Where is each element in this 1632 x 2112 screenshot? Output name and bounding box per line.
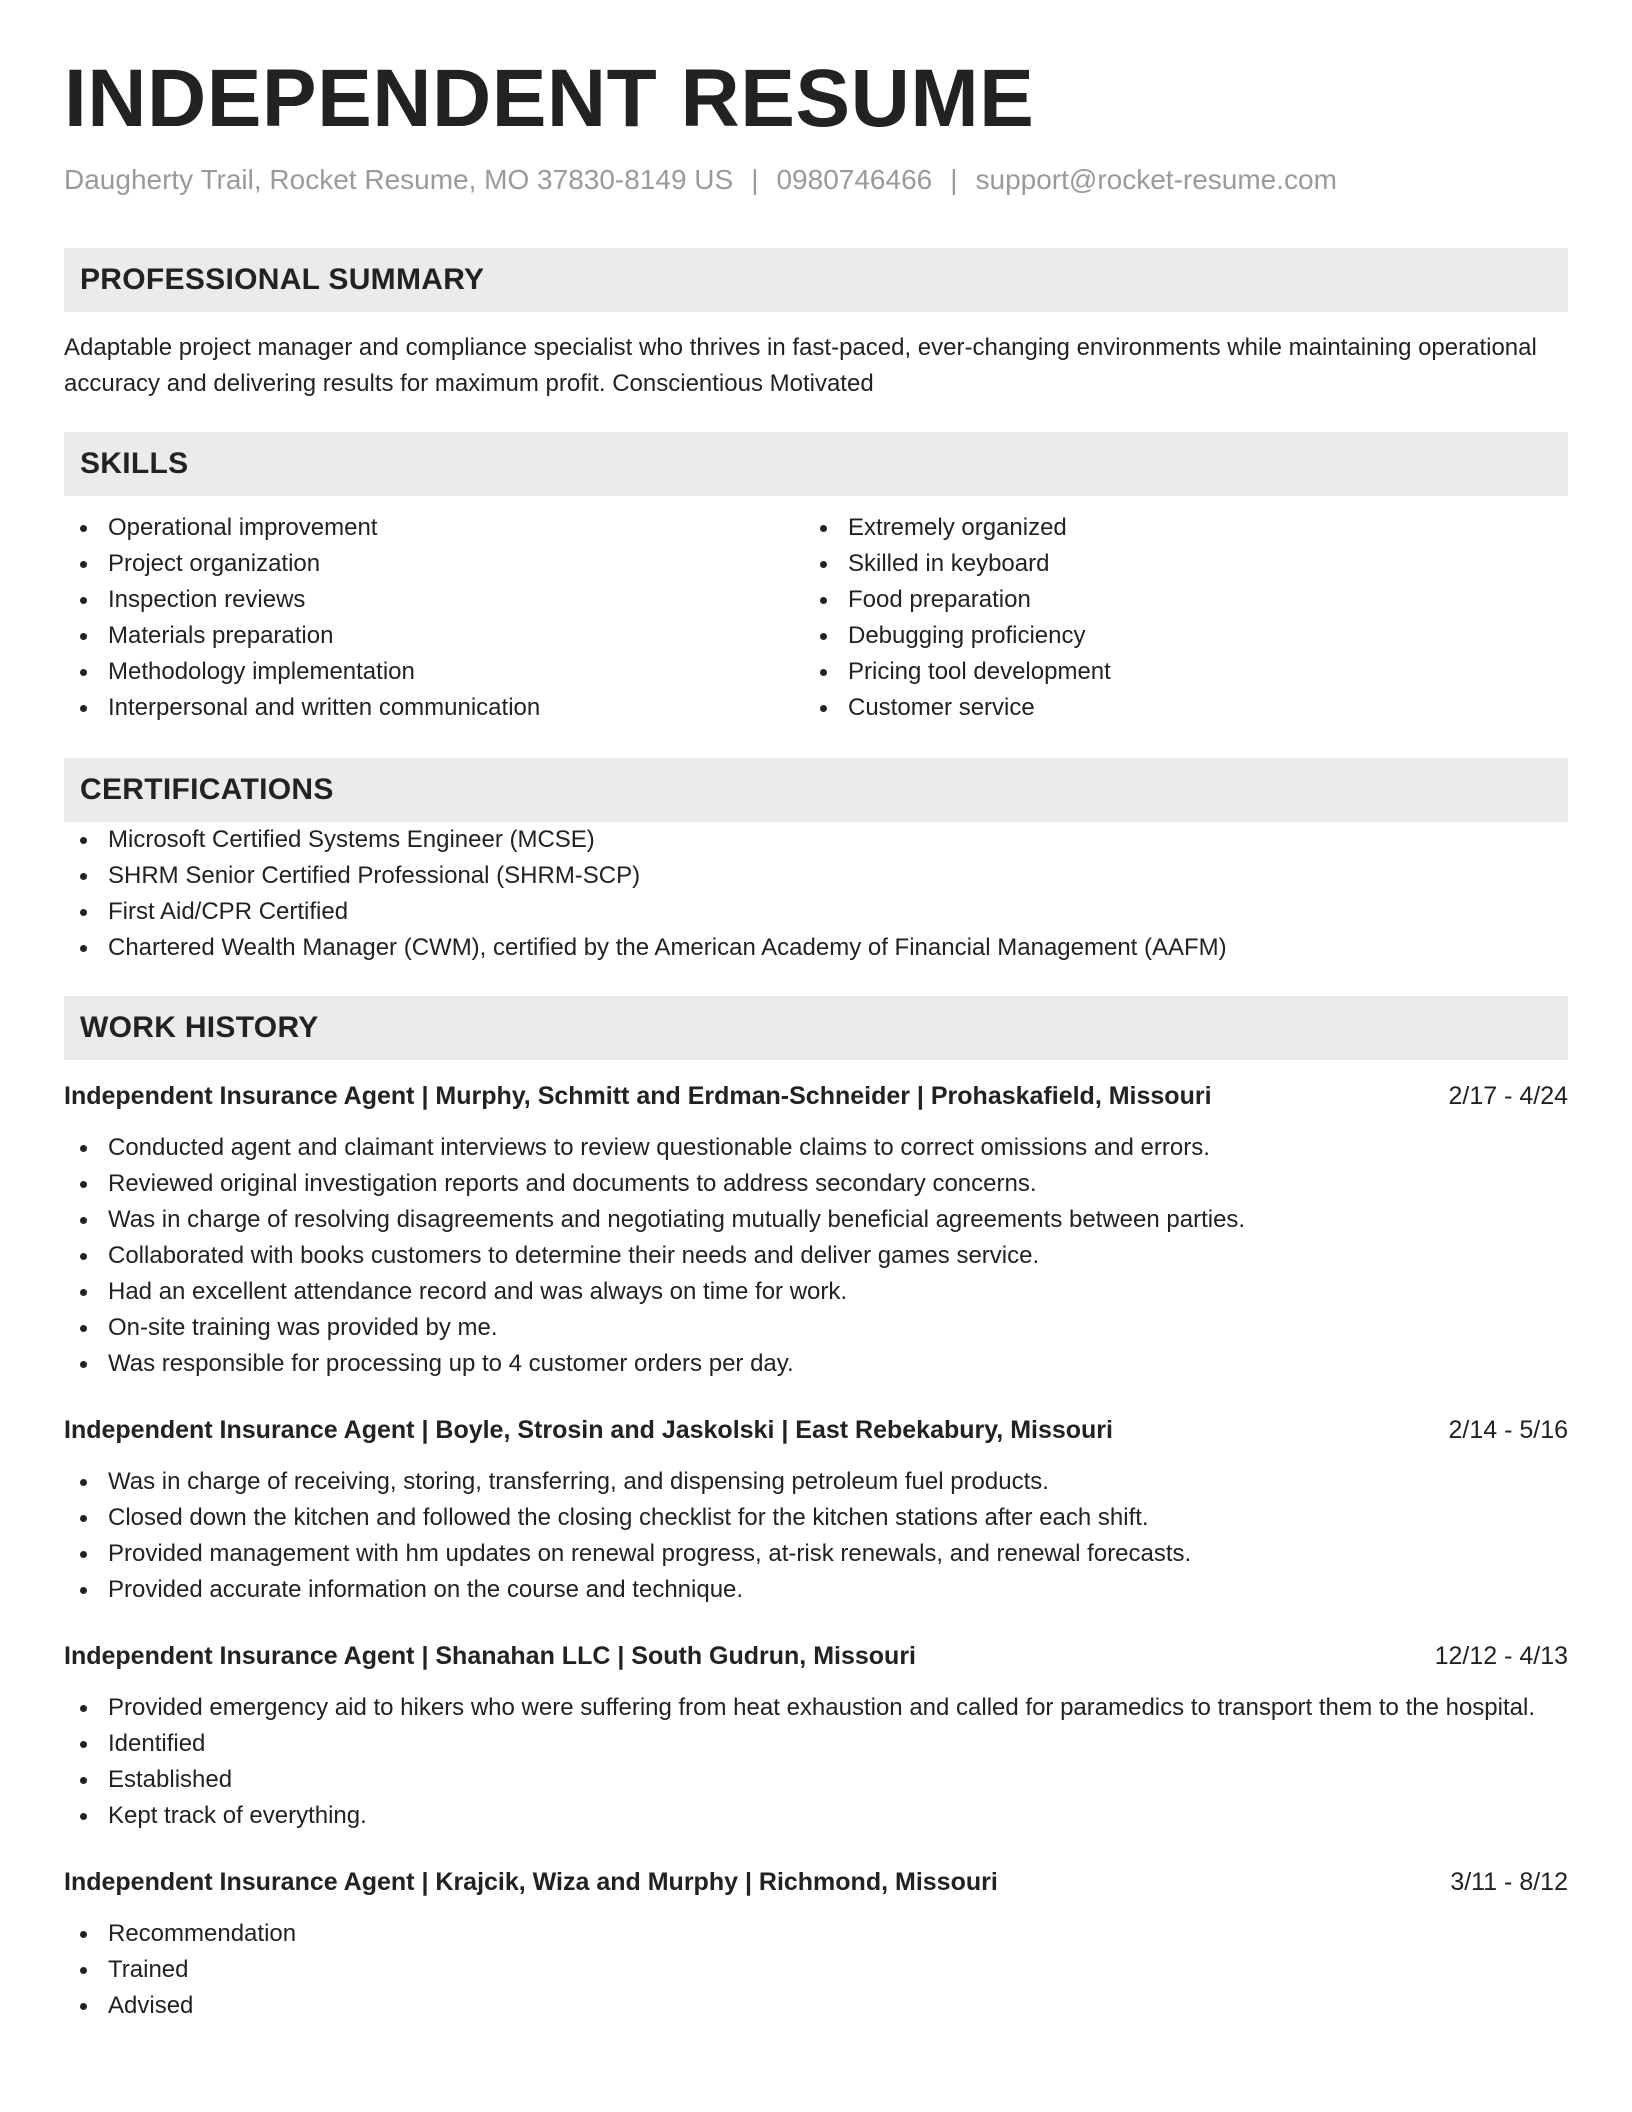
job-duty — [64, 1916, 1568, 1952]
certifications-heading: CERTIFICATIONS — [64, 758, 1568, 822]
bullet-icon — [80, 873, 87, 880]
certification-text: Microsoft Certified Systems Engineer (MCSE) — [108, 826, 595, 854]
certification-item — [64, 858, 1568, 894]
job-duty — [64, 1536, 1568, 1572]
certification-text: Chartered Wealth Manager (CWM), certified by the American Academy of Financial Management (AAFM) — [108, 934, 1227, 962]
skill-item — [804, 510, 1544, 546]
bullet-icon — [80, 1741, 87, 1748]
job-duty — [64, 1762, 1568, 1798]
skills-heading: SKILLS — [64, 432, 1568, 496]
job-duty — [64, 1274, 1568, 1310]
skill-item — [64, 546, 804, 582]
job-duty-text: On-site training was provided by me. — [108, 1314, 498, 1342]
contact-separator: | — [950, 164, 958, 196]
job-duty-text: Had an excellent attendance record and was always on time for work. — [108, 1278, 848, 1306]
skills-column-left — [64, 510, 804, 726]
job-duty — [64, 1166, 1568, 1202]
skill-item — [64, 618, 804, 654]
job-duty — [64, 1690, 1568, 1726]
job-duty — [64, 1130, 1568, 1166]
skill-text: Debugging proficiency — [848, 622, 1086, 650]
skill-text: Inspection reviews — [108, 586, 306, 614]
bullet-icon — [80, 597, 87, 604]
skill-item — [804, 690, 1544, 726]
skill-text: Interpersonal and written communication — [108, 694, 541, 722]
job-entry — [64, 1412, 1568, 1608]
job-duty-text: Reviewed original investigation reports and documents to address secondary concerns. — [108, 1170, 1037, 1198]
job-duty — [64, 1202, 1568, 1238]
job-entry — [64, 1078, 1568, 1382]
job-duties-list — [64, 1690, 1568, 1834]
bullet-icon — [80, 2003, 87, 2010]
job-dates: 2/17 - 4/24 — [1448, 1082, 1568, 1111]
job-entry — [64, 1864, 1568, 2024]
bullet-icon — [80, 1145, 87, 1152]
contact-email: support@rocket-resume.com — [975, 164, 1337, 196]
bullet-icon — [80, 909, 87, 916]
bullet-icon — [80, 1217, 87, 1224]
bullet-icon — [80, 945, 87, 952]
skill-text: Food preparation — [848, 586, 1031, 614]
skill-text: Pricing tool development — [848, 658, 1111, 686]
bullet-icon — [80, 669, 87, 676]
bullet-icon — [80, 1253, 87, 1260]
job-duties-list — [64, 1916, 1568, 2024]
job-duty-text: Was in charge of resolving disagreements and negotiating mutually beneficial agreements between parties. — [108, 1206, 1246, 1234]
job-title: Independent Insurance Agent | Murphy, Schmitt and Erdman-Schneider | Prohaskafield, Missouri — [64, 1082, 1212, 1111]
job-dates: 2/14 - 5/16 — [1448, 1416, 1568, 1445]
bullet-icon — [80, 1551, 87, 1558]
bullet-icon — [80, 1181, 87, 1188]
job-header — [64, 1864, 1568, 1900]
skills-list-right — [804, 510, 1544, 726]
bullet-icon — [80, 1361, 87, 1368]
job-duty-text: Established — [108, 1766, 233, 1794]
skill-text: Materials preparation — [108, 622, 334, 650]
job-duty-text: Was in charge of receiving, storing, transferring, and dispensing petroleum fuel products. — [108, 1468, 1049, 1496]
skill-text: Project organization — [108, 550, 321, 578]
contact-address: Daugherty Trail, Rocket Resume, MO 37830-8149 US — [64, 164, 734, 196]
bullet-icon — [820, 525, 827, 532]
summary-heading: PROFESSIONAL SUMMARY — [64, 248, 1568, 312]
work-history-heading: WORK HISTORY — [64, 996, 1568, 1060]
job-duty-text: Trained — [108, 1956, 189, 1984]
bullet-icon — [80, 1289, 87, 1296]
skill-item — [64, 510, 804, 546]
job-entry — [64, 1638, 1568, 1834]
job-duty-text: Provided management with hm updates on renewal progress, at-risk renewals, and renewal forecasts. — [108, 1540, 1192, 1568]
skills-column-right — [804, 510, 1544, 726]
job-duty-text: Conducted agent and claimant interviews to review questionable claims to correct omissions and errors. — [108, 1134, 1210, 1162]
job-duty — [64, 1346, 1568, 1382]
skills-list-left — [64, 510, 804, 726]
job-title: Independent Insurance Agent | Boyle, Strosin and Jaskolski | East Rebekabury, Missouri — [64, 1416, 1113, 1445]
bullet-icon — [820, 597, 827, 604]
job-duty-text: Was responsible for processing up to 4 customer orders per day. — [108, 1350, 794, 1378]
job-title: Independent Insurance Agent | Shanahan LLC | South Gudrun, Missouri — [64, 1642, 916, 1671]
skill-item — [804, 546, 1544, 582]
job-duty — [64, 1238, 1568, 1274]
job-duty — [64, 1572, 1568, 1608]
bullet-icon — [820, 705, 827, 712]
skill-item — [804, 618, 1544, 654]
summary-text: Adaptable project manager and compliance specialist who thrives in fast-paced, ever-changing environments while maintaining operational accuracy and delivering results for maximum profit. Conscientious Motivated — [64, 334, 1537, 398]
job-duty — [64, 1952, 1568, 1988]
bullet-icon — [80, 705, 87, 712]
bullet-icon — [80, 1479, 87, 1486]
bullet-icon — [80, 1813, 87, 1820]
certification-text: SHRM Senior Certified Professional (SHRM-SCP) — [108, 862, 641, 890]
job-dates: 12/12 - 4/13 — [1434, 1642, 1568, 1671]
contact-phone: 0980746466 — [776, 164, 933, 196]
job-duty — [64, 1798, 1568, 1834]
skill-text: Extremely organized — [848, 514, 1067, 542]
job-duty-text: Provided accurate information on the course and technique. — [108, 1576, 744, 1604]
job-duty-text: Identified — [108, 1730, 206, 1758]
job-header — [64, 1412, 1568, 1448]
resume-title: INDEPENDENT RESUME — [64, 53, 1035, 144]
certification-text: First Aid/CPR Certified — [108, 898, 349, 926]
skill-text: Customer service — [848, 694, 1035, 722]
contact-line — [64, 164, 1568, 196]
skill-item — [64, 690, 804, 726]
skill-item — [64, 654, 804, 690]
bullet-icon — [80, 1325, 87, 1332]
bullet-icon — [820, 561, 827, 568]
skill-item — [64, 582, 804, 618]
skill-item — [804, 582, 1544, 618]
bullet-icon — [80, 837, 87, 844]
job-duty — [64, 1988, 1568, 2024]
skill-text: Operational improvement — [108, 514, 378, 542]
bullet-icon — [820, 633, 827, 640]
job-duty-text: Kept track of everything. — [108, 1802, 367, 1830]
bullet-icon — [820, 669, 827, 676]
job-duty-text: Collaborated with books customers to determine their needs and deliver games service. — [108, 1242, 1040, 1270]
skill-text: Skilled in keyboard — [848, 550, 1050, 578]
job-duty — [64, 1464, 1568, 1500]
contact-separator: | — [751, 164, 759, 196]
certification-item — [64, 894, 1568, 930]
job-duty-text: Provided emergency aid to hikers who were suffering from heat exhaustion and called for paramedics to transport them to the hospital. — [108, 1694, 1535, 1722]
job-duty-text: Advised — [108, 1992, 194, 2020]
job-duty — [64, 1500, 1568, 1536]
skill-item — [804, 654, 1544, 690]
bullet-icon — [80, 1777, 87, 1784]
bullet-icon — [80, 633, 87, 640]
job-header — [64, 1078, 1568, 1114]
job-dates: 3/11 - 8/12 — [1450, 1868, 1568, 1897]
job-duties-list — [64, 1130, 1568, 1382]
job-duty-text: Closed down the kitchen and followed the closing checklist for the kitchen stations after each shift. — [108, 1504, 1149, 1532]
bullet-icon — [80, 1587, 87, 1594]
job-header — [64, 1638, 1568, 1674]
bullet-icon — [80, 1967, 87, 1974]
certification-item — [64, 930, 1568, 966]
bullet-icon — [80, 1705, 87, 1712]
job-duty-text: Recommendation — [108, 1920, 297, 1948]
job-duties-list — [64, 1464, 1568, 1608]
certification-item — [64, 822, 1568, 858]
job-duty — [64, 1310, 1568, 1346]
job-title: Independent Insurance Agent | Krajcik, Wiza and Murphy | Richmond, Missouri — [64, 1868, 998, 1897]
bullet-icon — [80, 561, 87, 568]
job-duty — [64, 1726, 1568, 1762]
bullet-icon — [80, 1931, 87, 1938]
skill-text: Methodology implementation — [108, 658, 415, 686]
certifications-list — [64, 822, 1568, 966]
bullet-icon — [80, 1515, 87, 1522]
skills-grid — [64, 510, 1568, 726]
bullet-icon — [80, 525, 87, 532]
